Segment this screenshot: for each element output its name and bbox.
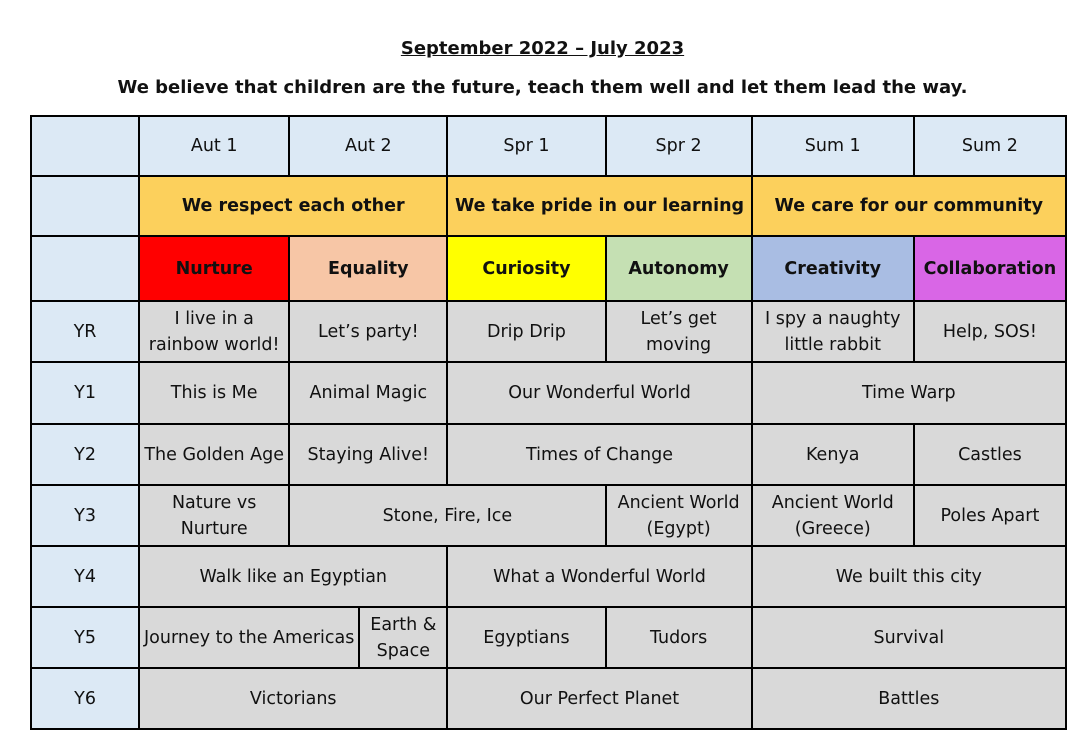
year-row-y3 (31, 485, 1066, 546)
topic-cell: Let’s get moving (606, 301, 752, 362)
topic-cell: Earth & Space (359, 607, 447, 668)
topic-cell: Egyptians (447, 607, 605, 668)
topic-cell: I spy a naughty little rabbit (752, 301, 914, 362)
year-row-yr (31, 301, 1066, 362)
terms-row (31, 116, 1066, 176)
value-row-label-cell (31, 236, 139, 301)
values-row (31, 236, 1066, 301)
theme-summer: We care for our community (752, 176, 1066, 236)
year-label: YR (31, 301, 139, 362)
curriculum-table (30, 115, 1067, 730)
value-collaboration: Collaboration (914, 236, 1066, 301)
term-header-spr1: Spr 1 (447, 116, 605, 176)
topic-cell: Walk like an Egyptian (139, 546, 447, 607)
topic-cell: Castles (914, 424, 1066, 485)
theme-autumn: We respect each other (139, 176, 447, 236)
year-label: Y4 (31, 546, 139, 607)
value-nurture: Nurture (139, 236, 289, 301)
value-equality: Equality (289, 236, 447, 301)
topic-cell: We built this city (752, 546, 1066, 607)
year-row-y4 (31, 546, 1066, 607)
topic-cell: Animal Magic (289, 362, 447, 424)
topic-cell: Survival (752, 607, 1066, 668)
topic-cell: Our Perfect Planet (447, 668, 751, 729)
year-label: Y2 (31, 424, 139, 485)
term-header-spr2: Spr 2 (606, 116, 752, 176)
year-label: Y3 (31, 485, 139, 546)
school-motto: We believe that children are the future, teach them well and let them lead the way. (117, 77, 968, 98)
topic-cell: I live in a rainbow world! (139, 301, 289, 362)
topic-cell: Poles Apart (914, 485, 1066, 546)
year-row-y5 (31, 607, 1066, 668)
topic-cell: Kenya (752, 424, 914, 485)
value-curiosity: Curiosity (447, 236, 605, 301)
topic-cell: Stone, Fire, Ice (289, 485, 605, 546)
value-autonomy: Autonomy (606, 236, 752, 301)
corner-cell (31, 116, 139, 176)
topic-cell: Ancient World (Greece) (752, 485, 914, 546)
topic-cell: Victorians (139, 668, 447, 729)
page-title: September 2022 – July 2023 (400, 38, 685, 59)
topic-cell: The Golden Age (139, 424, 289, 485)
topic-cell: What a Wonderful World (447, 546, 751, 607)
topic-cell: Ancient World (Egypt) (606, 485, 752, 546)
term-header-sum2: Sum 2 (914, 116, 1066, 176)
topic-cell: Time Warp (752, 362, 1066, 424)
themes-row (31, 176, 1066, 236)
year-row-y1 (31, 362, 1066, 424)
topic-cell: Drip Drip (447, 301, 605, 362)
topic-cell: Help, SOS! (914, 301, 1066, 362)
topic-cell: Let’s party! (289, 301, 447, 362)
year-label: Y6 (31, 668, 139, 729)
topic-cell: This is Me (139, 362, 289, 424)
theme-row-label-cell (31, 176, 139, 236)
year-label: Y1 (31, 362, 139, 424)
year-label: Y5 (31, 607, 139, 668)
topic-cell: Our Wonderful World (447, 362, 751, 424)
topic-cell: Times of Change (447, 424, 751, 485)
year-row-y2 (31, 424, 1066, 485)
topic-cell: Battles (752, 668, 1066, 729)
term-header-sum1: Sum 1 (752, 116, 914, 176)
term-header-aut2: Aut 2 (289, 116, 447, 176)
topic-cell: Tudors (606, 607, 752, 668)
topic-cell: Nature vs Nurture (139, 485, 289, 546)
topic-cell: Journey to the Americas (139, 607, 359, 668)
value-creativity: Creativity (752, 236, 914, 301)
year-row-y6 (31, 668, 1066, 729)
term-header-aut1: Aut 1 (139, 116, 289, 176)
topic-cell: Staying Alive! (289, 424, 447, 485)
theme-spring: We take pride in our learning (447, 176, 751, 236)
